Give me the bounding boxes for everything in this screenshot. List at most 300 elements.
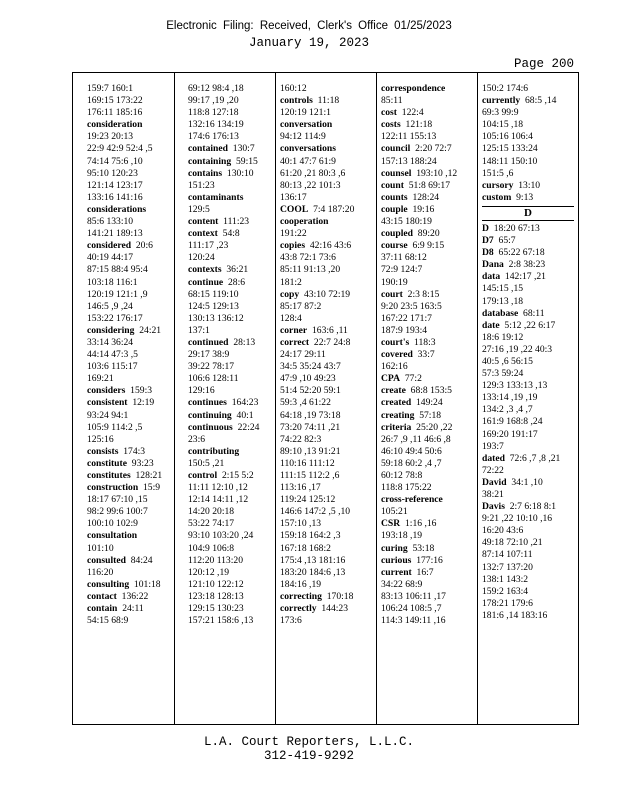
index-term-line [87, 325, 179, 337]
page-reference: 137:1 [188, 324, 210, 336]
page-reference: 47:9 ,10 49:23 [280, 373, 336, 385]
index-term: constitute [87, 457, 127, 469]
index-term: considerations [87, 203, 147, 215]
index-term: corner [280, 324, 308, 336]
page-reference: 43:15 180:19 [381, 216, 432, 228]
page-reference: 2:15 5:2 [221, 470, 254, 481]
page-reference: 61:20 ,21 80:3 ,6 [280, 167, 346, 179]
index-term: count [381, 179, 404, 191]
index-term-line [188, 397, 280, 409]
page-reference: 130:7 [232, 143, 255, 155]
index-term: consideration [87, 119, 143, 131]
index-term-line [188, 228, 280, 240]
page-reference: 105:16 106:4 [482, 131, 533, 143]
page-reference: 167:22 171:7 [381, 312, 432, 324]
index-term-line [188, 446, 280, 458]
page-reference: 122:4 [401, 107, 424, 119]
index-term: construction [87, 482, 139, 494]
page-reference: 59:18 60:2 ,4 ,7 [381, 457, 442, 469]
page-reference: 162:16 [381, 361, 408, 373]
page-reference: 72:6 ,7 ,8 ,21 [509, 452, 561, 464]
page-reference: 136:22 [121, 590, 149, 602]
page-reference: 19:23 20:13 [87, 131, 134, 143]
index-term: CSR [381, 518, 401, 530]
page-reference: 123:18 128:13 [188, 590, 244, 602]
page-reference: 72:9 124:7 [381, 264, 423, 276]
page-reference: 38:21 [482, 489, 504, 500]
page-reference: 130:10 [226, 167, 254, 179]
page-reference: 125:16 [87, 433, 114, 445]
page-reference: 157:21 158:6 ,13 [188, 615, 254, 627]
page-reference: 181:6 ,14 183:16 [482, 609, 548, 621]
page-reference: 159:7 160:1 [87, 83, 134, 94]
index-term: counts [381, 191, 408, 203]
index-term-line [87, 591, 179, 603]
page-reference: 150:5 ,21 [188, 457, 225, 469]
page-reference: 175:4 ,13 181:16 [280, 554, 346, 566]
page-reference: 65:22 67:18 [498, 247, 545, 259]
page-reference: 6:9 9:15 [412, 240, 445, 252]
index-term-line [381, 240, 473, 252]
index-term-line [280, 240, 372, 252]
index-term-line [188, 168, 280, 180]
index-term-line [87, 240, 179, 252]
page-reference: 121:14 123:17 [87, 179, 143, 191]
page-reference: 39:22 78:17 [188, 361, 235, 373]
page-reference: 64:18 ,19 73:18 [280, 409, 341, 421]
index-term-line [188, 156, 280, 168]
page-reference: 149:24 [415, 397, 443, 409]
index-term-line [482, 501, 574, 513]
page-reference: 141:21 189:13 [87, 228, 143, 240]
page-reference: 22:24 [237, 421, 260, 433]
page-reference: 14:20 20:18 [188, 506, 235, 518]
page-reference: 105:9 114:2 ,5 [87, 421, 143, 433]
page-reference: 57:3 59:24 [482, 368, 524, 380]
page-reference: 151:23 [188, 179, 215, 191]
index-term-line [482, 308, 574, 320]
page-reference: 170:18 [326, 590, 354, 602]
page-reference: 9:21 ,22 10:10 ,16 [482, 513, 553, 525]
page-reference: 187:9 193:4 [381, 324, 428, 336]
column-divider [376, 73, 377, 724]
index-term: costs [381, 119, 401, 131]
page-reference: 148:11 150:10 [482, 155, 538, 167]
index-term-line [381, 119, 473, 131]
page-reference: 163:6 ,11 [311, 324, 348, 336]
index-term: consultation [87, 530, 138, 542]
page-reference: 16:7 [416, 566, 434, 578]
index-term: context [188, 228, 218, 240]
page-reference: 43:8 72:1 73:6 [280, 252, 336, 264]
index-term: control [188, 470, 218, 481]
index-term: cooperation [280, 216, 329, 228]
index-term: contains [188, 167, 223, 179]
index-term-line [188, 264, 280, 276]
index-term: covered [381, 349, 413, 361]
index-term-line [482, 180, 574, 192]
page-reference: 177:16 [416, 554, 443, 566]
index-term-line [381, 204, 473, 216]
index-term-line [188, 277, 280, 289]
page-reference: 28:13 [233, 336, 256, 348]
index-term-line [482, 235, 574, 247]
page-reference: 89:10 ,13 91:21 [280, 445, 341, 457]
index-term-line [381, 228, 473, 240]
index-term-line [280, 289, 372, 301]
page-reference: 144:23 [321, 603, 349, 615]
page-reference: 101:10 [87, 542, 114, 554]
page-reference: 54:8 [222, 228, 240, 240]
page-reference: 100:10 102:9 [87, 518, 138, 530]
index-term-line [280, 119, 372, 131]
index-column-4 [381, 83, 473, 627]
index-column-5 [482, 83, 574, 622]
page-reference: 146:6 147:2 ,5 ,10 [280, 506, 351, 518]
page-reference: 111:15 112:2 ,6 [280, 470, 340, 481]
page-reference: 51:4 52:20 59:1 [280, 385, 341, 397]
index-term: correspondence [381, 83, 446, 94]
page-reference: 169:15 173:22 [87, 95, 143, 107]
index-term-line [482, 247, 574, 259]
page-reference: 42:16 43:6 [309, 240, 352, 252]
page-reference: 93:23 [131, 457, 154, 469]
index-term-line [381, 373, 473, 385]
index-term-line [381, 397, 473, 409]
index-term: continued [188, 336, 229, 348]
index-term: contact [87, 590, 117, 602]
index-term-line [188, 216, 280, 228]
index-term-line [87, 119, 179, 131]
page-reference: 24:21 [139, 324, 162, 336]
index-term-line [280, 95, 372, 107]
index-term: COOL [280, 203, 309, 215]
index-term: couple [381, 203, 408, 215]
index-term: copy [280, 288, 300, 300]
index-term: continue [188, 276, 224, 288]
transcript-date: January 19, 2023 [248, 36, 370, 50]
index-term-line [87, 470, 179, 482]
page-reference: 28:6 [227, 276, 246, 288]
index-term: D7 [482, 235, 494, 247]
footer [0, 735, 618, 763]
page-reference: 169:21 [87, 373, 114, 385]
page-reference: 129:16 [188, 385, 215, 397]
page-reference: 106:6 128:11 [188, 373, 239, 385]
page-reference: 2:8 38:23 [508, 259, 546, 271]
page-reference: 95:10 120:23 [87, 167, 138, 179]
page-reference: 29:17 38:9 [188, 349, 230, 361]
index-term-line [482, 259, 574, 271]
page-reference: 118:8 127:18 [188, 107, 239, 119]
page-reference: 173:6 [280, 615, 302, 627]
index-term-line [280, 591, 372, 603]
index-term: contained [188, 143, 228, 155]
page-reference: 33:14 36:24 [87, 336, 134, 348]
index-term: conversations [280, 143, 336, 155]
page-reference: 122:11 155:13 [381, 131, 437, 143]
page-reference: 191:22 [280, 228, 307, 240]
page-reference: 9:20 23:5 163:5 [381, 300, 442, 312]
index-term-line [482, 192, 574, 204]
index-term: dated [482, 452, 505, 464]
page-reference: 120:19 121:1 [280, 107, 331, 119]
page-reference: 87:15 88:4 95:4 [87, 264, 148, 276]
page-reference: 118:3 [414, 336, 436, 348]
index-term: D8 [482, 247, 494, 259]
page-reference: 83:13 106:11 ,17 [381, 590, 446, 602]
page-reference: 159:3 [130, 385, 153, 397]
index-term-line [280, 325, 372, 337]
index-term: correcting [280, 590, 322, 602]
page-reference: 94:12 114:9 [280, 131, 326, 143]
index-term: correct [280, 336, 310, 348]
index-term: contexts [188, 264, 222, 276]
page-reference: 136:17 [280, 191, 307, 203]
page-reference: 101:18 [133, 578, 161, 590]
index-term-line [482, 271, 574, 283]
index-term: court [381, 288, 403, 300]
page-reference: 53:18 [412, 542, 435, 554]
index-term-line [87, 397, 179, 409]
index-term: course [381, 240, 408, 252]
index-term: correctly [280, 603, 317, 615]
index-term-line [482, 223, 574, 235]
reporter-phone: 312-419-9292 [263, 749, 354, 763]
index-term-line [482, 477, 574, 489]
page-reference: 51:8 69:17 [408, 179, 451, 191]
index-term-line [381, 494, 473, 506]
index-term: continuing [188, 409, 232, 421]
page-reference: 121:10 122:12 [188, 578, 244, 590]
page-reference: 68:8 153:5 [410, 385, 452, 397]
page-reference: 18:17 67:10 ,15 [87, 494, 148, 506]
index-column-1 [87, 83, 179, 627]
page-reference: 18:6 19:12 [482, 331, 524, 343]
page-reference: 40:1 [236, 409, 254, 421]
filing-stamp: Electronic Filing: Received, Clerk's Office 01/25/2023 [166, 20, 452, 32]
page-reference: 85:17 87:2 [280, 300, 322, 312]
page-reference: 25:20 ,22 [416, 421, 453, 433]
page-reference: 44:14 47:3 ,5 [87, 349, 138, 361]
index-term: cursory [482, 179, 514, 191]
page-reference: 40:1 47:7 61:9 [280, 155, 336, 167]
page-reference: 85:6 133:10 [87, 216, 134, 228]
page-reference: 33:7 [417, 349, 435, 361]
page-reference: 104:15 ,18 [482, 119, 524, 131]
page-reference: 26:7 ,9 ,11 46:6 ,8 [381, 433, 451, 445]
index-term: criteria [381, 421, 412, 433]
page-reference: 12:14 14:11 ,12 [188, 494, 249, 506]
page-reference: 129:15 130:23 [188, 603, 244, 615]
page-reference: 167:18 168:2 [280, 542, 331, 554]
index-term-line [482, 320, 574, 332]
page-reference: 119:24 125:12 [280, 494, 336, 506]
index-term: coupled [381, 228, 413, 240]
page-reference: 183:20 184:6 ,13 [280, 566, 346, 578]
index-term: custom [482, 191, 512, 203]
page-reference: 40:5 ,6 56:15 [482, 355, 533, 367]
index-term-line [381, 385, 473, 397]
page-reference: 40:19 44:17 [87, 252, 134, 264]
page-reference: 15:9 [142, 482, 161, 494]
page-reference: 59:15 [235, 155, 258, 167]
page-reference: 132:7 137:20 [482, 561, 533, 573]
page-reference: 65:7 [498, 235, 516, 247]
page-reference: 73:20 74:11 ,21 [280, 421, 341, 433]
page-reference: 153:22 176:17 [87, 312, 143, 324]
page-reference: 19:16 [412, 203, 435, 215]
index-term-line [87, 530, 179, 542]
page-reference: 103:18 116:1 [87, 276, 138, 288]
index-term-line [381, 555, 473, 567]
page-reference: 133:16 141:16 [87, 191, 143, 203]
index-term-line [280, 143, 372, 155]
page-reference: 111:23 [223, 216, 250, 228]
page-reference: 113:16 ,17 [280, 482, 321, 494]
index-term: constitutes [87, 470, 131, 481]
page-reference: 193:10 ,12 [416, 167, 458, 179]
page-reference: 2:20 72:7 [415, 143, 452, 155]
page-reference: 112:20 113:20 [188, 554, 243, 566]
index-term-line [87, 579, 179, 591]
column-divider [174, 73, 175, 724]
page-reference: 114:3 149:11 ,16 [381, 615, 446, 627]
index-term: curing [381, 542, 408, 554]
page-reference: 151:5 ,6 [482, 167, 514, 179]
index-term-line [381, 180, 473, 192]
page-reference: 84:24 [130, 554, 153, 566]
page-reference: 59:3 ,4 61:22 [280, 397, 331, 409]
page-reference: 54:15 68:9 [87, 615, 129, 627]
page-reference: 89:20 [417, 228, 440, 240]
page-reference: 193:7 [482, 440, 504, 452]
page-reference: 80:13 ,22 101:3 [280, 179, 341, 191]
index-term: consulting [87, 578, 130, 590]
page-reference: 124:5 129:13 [188, 300, 239, 312]
index-box [72, 72, 579, 725]
page-reference: 128:24 [412, 191, 440, 203]
index-term: conversation [280, 119, 333, 131]
index-term-line [87, 555, 179, 567]
page-reference: 24:11 [122, 603, 144, 615]
page-reference: 116:20 [87, 566, 114, 578]
page-reference: 74:22 82:3 [280, 433, 322, 445]
page-reference: 174:6 176:13 [188, 131, 239, 143]
page-reference: 22:9 42:9 52:4 ,5 [87, 143, 153, 155]
page-reference: 110:16 111:12 [280, 457, 335, 469]
page-reference: 60:12 78:8 [381, 470, 423, 481]
page-reference: 12:19 [132, 397, 155, 409]
page-reference: 85:11 91:13 ,20 [280, 264, 341, 276]
page-reference: 16:20 43:6 [482, 525, 524, 537]
page-reference: 145:15 ,15 [482, 283, 524, 295]
index-term: court's [381, 336, 410, 348]
page-reference: 57:18 [419, 409, 442, 421]
index-term: David [482, 476, 507, 488]
page-reference: 34:1 ,10 [511, 476, 543, 488]
page-reference: 93:10 103:20 ,24 [188, 530, 254, 542]
index-term-line [87, 482, 179, 494]
index-term: currently [482, 95, 521, 107]
index-term: created [381, 397, 412, 409]
index-term-line [381, 422, 473, 434]
index-term-line [381, 518, 473, 530]
page-reference: 46:10 49:4 50:6 [381, 445, 442, 457]
page-reference: 74:14 75:6 ,10 [87, 155, 143, 167]
page-reference: 134:2 ,3 ,4 ,7 [482, 404, 533, 416]
index-term: continues [188, 397, 227, 409]
index-term-line [381, 192, 473, 204]
page-reference: 146:5 ,9 ,24 [87, 300, 133, 312]
index-term: considered [87, 240, 132, 252]
page-reference: 150:2 174:6 [482, 83, 529, 94]
index-column-3 [280, 83, 372, 627]
index-term-line [188, 143, 280, 155]
page-reference: 125:15 133:24 [482, 143, 538, 155]
section-letter: D [482, 206, 574, 221]
page-reference: 49:18 72:10 ,21 [482, 537, 543, 549]
page-reference: 159:18 164:2 ,3 [280, 530, 341, 542]
index-term-line [87, 385, 179, 397]
page-reference: 69:3 99:9 [482, 107, 519, 119]
index-term-line [87, 446, 179, 458]
page-reference: 159:2 163:4 [482, 585, 529, 597]
index-term: consists [87, 445, 119, 457]
index-term-line [381, 349, 473, 361]
page-reference: 23:6 [188, 433, 206, 445]
page-reference: 2:7 6:18 8:1 [509, 501, 557, 513]
index-term-line [381, 543, 473, 555]
page-reference: 99:17 ,19 ,20 [188, 95, 239, 107]
index-term-line [482, 95, 574, 107]
page-reference: 161:9 168:8 ,24 [482, 416, 543, 428]
page-reference: 2:3 8:15 [407, 288, 440, 300]
page-reference: 128:4 [280, 312, 302, 324]
index-term: create [381, 385, 406, 397]
index-term: consulted [87, 554, 126, 566]
index-term-line [188, 337, 280, 349]
page-reference: 53:22 74:17 [188, 518, 235, 530]
page-reference: 34:5 35:24 43:7 [280, 361, 341, 373]
page-reference: 68:5 ,14 [525, 95, 557, 107]
page-reference: 93:24 94:1 [87, 409, 129, 421]
page-reference: 164:23 [231, 397, 259, 409]
index-term: contaminants [188, 191, 244, 203]
page-reference: 129:5 [188, 203, 210, 215]
page-reference: 133:14 ,19 ,19 [482, 392, 538, 404]
reporter-name: L.A. Court Reporters, L.L.C. [203, 735, 415, 749]
page-reference: 184:16 ,19 [280, 578, 322, 590]
index-term: contributing [188, 445, 240, 457]
page-reference: 11:11 12:10 ,12 [188, 482, 248, 494]
index-term: counsel [381, 167, 412, 179]
index-term-line [188, 422, 280, 434]
page-reference: 104:9 106:8 [188, 542, 235, 554]
index-term-line [280, 337, 372, 349]
index-term-line [381, 83, 473, 95]
page-reference: 193:18 ,19 [381, 530, 423, 542]
page-reference: 106:24 108:5 ,7 [381, 603, 442, 615]
page-reference: 72:22 [482, 464, 504, 476]
page-reference: 36:21 [226, 264, 249, 276]
page-reference: 174:3 [123, 445, 146, 457]
index-term-line [87, 458, 179, 470]
index-term-line [482, 453, 574, 465]
page-reference: 68:15 119:10 [188, 288, 239, 300]
index-term: CPA [381, 373, 401, 385]
page-reference: 68:11 [523, 307, 545, 319]
